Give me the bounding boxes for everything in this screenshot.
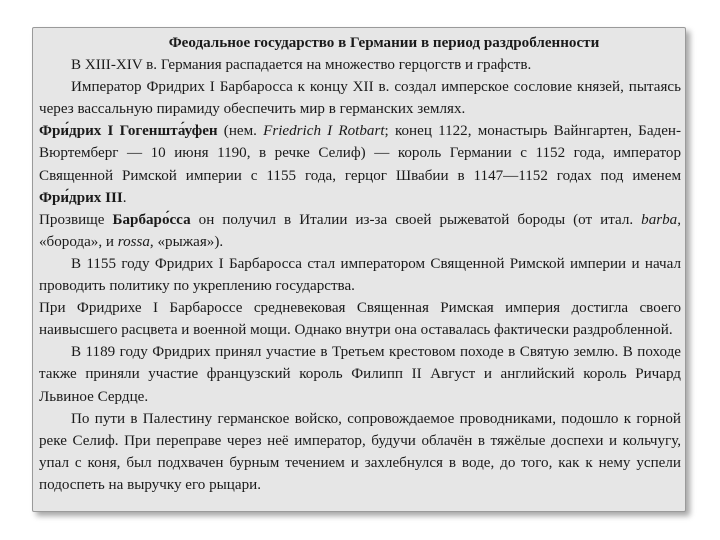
paragraph-3-text: (нем. xyxy=(217,123,264,140)
italian-word-barba: barba xyxy=(641,211,678,228)
paragraph-5: В 1155 году Фридрих I Барбаросса стал императором Священной Римской империи и начал проводить политику по укреплению государства. xyxy=(39,255,681,295)
italian-word-rossa: rossa xyxy=(117,233,150,250)
nickname: Барбаро́сса xyxy=(112,211,191,228)
paragraph-3-text: ; конец 1122, монастырь Вайнгартен, Баден-Вюртемберг — 10 июня 1190, в речке Селиф) — король Германии с 1152 года, император Священной Римской империи с 1155 года, герцог Швабии в 1147—1152 годах под именем xyxy=(39,123,681,184)
paragraph-4-text: Прозвище xyxy=(39,211,113,228)
paragraph-4 xyxy=(39,209,681,253)
page-title: Феодальное государство в Германии в период раздробленности xyxy=(168,35,600,51)
paragraph-2: Император Фридрих I Барбаросса к концу XII в. создал имперское сословие князей, пытаясь через вассальную пирамиду обеспечить мир в германских землях. xyxy=(39,79,681,118)
paragraph-8: По пути в Палестину германское войско, сопровождаемое проводниками, подошло к горной реке Селиф. При переправе через неё император, будучи облачён в тяжёлые доспехи и кольчугу, упал с коня, был подхвачен бурным течением и захлебнулся в воде, до того, как к нему успели подоспеть на выручку его рыцари. xyxy=(39,410,681,493)
paragraph-7: В 1189 году Фридрих принял участие в Третьем крестовом походе в Святую землю. В походе также приняли участие французский король Филипп II Август и английский король Ричард Львиное Сердце. xyxy=(39,344,681,405)
text-box xyxy=(32,27,686,512)
paragraph-4-text: , «рыжая»). xyxy=(149,233,224,250)
paragraph-6: При Фридрихе I Барбароссе средневековая Священная Римская империя достигла своего наивысшего расцвета и военной мощи. Однако внутри она оставалась фактически раздробленной. xyxy=(39,300,681,339)
paragraph-1: В XIII-XIV в. Германия распадается на множество герцогств и графств. xyxy=(71,57,532,74)
german-name: Friedrich I Rotbart xyxy=(263,123,385,140)
alt-name: Фри́дрих III xyxy=(39,189,123,206)
paragraph-3-end: . xyxy=(122,189,127,206)
paragraph-4-text: , «борода», и xyxy=(39,211,682,250)
paragraph-3 xyxy=(39,120,681,208)
paragraph-4-text: он получил в Италии из-за своей рыжеватой бороды (от итал. xyxy=(190,211,642,228)
ruler-name: Фри́дрих I Гогеншта́уфен xyxy=(39,123,218,140)
